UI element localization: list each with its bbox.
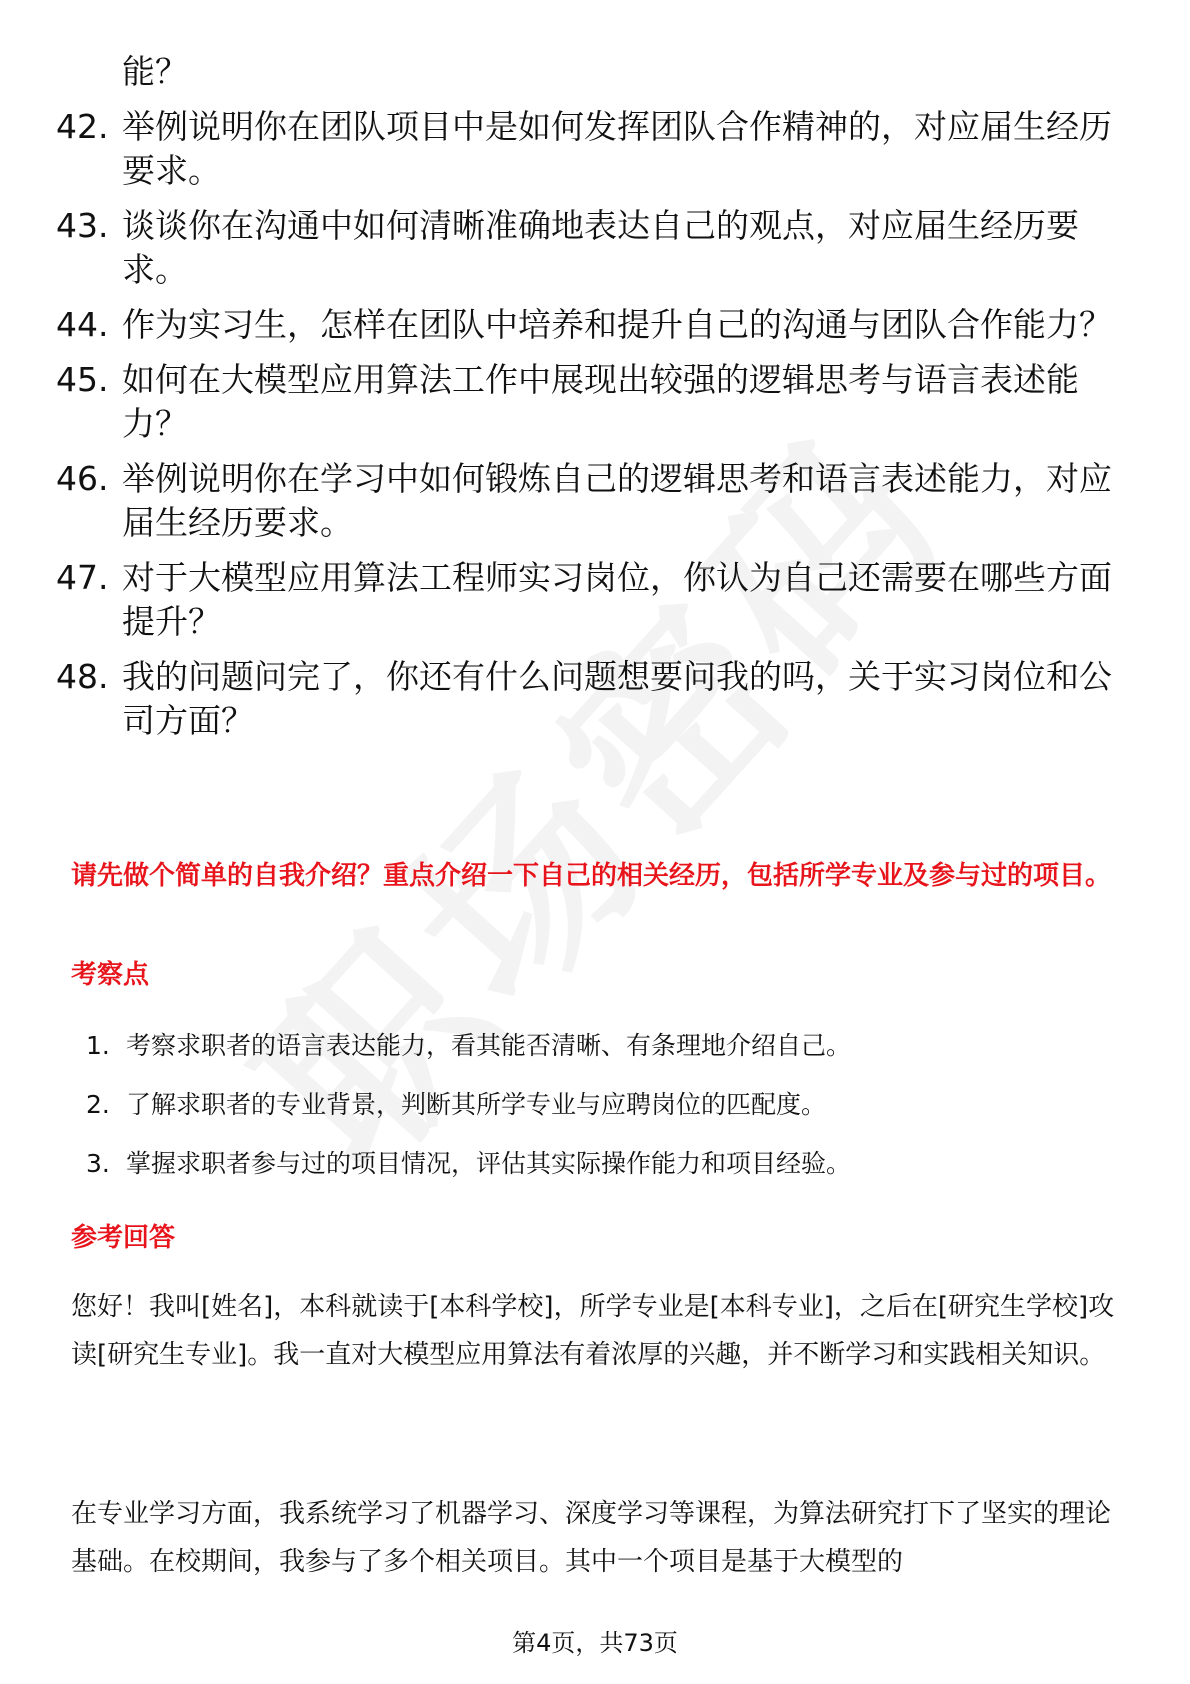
exam-points-list (86, 1028, 1126, 1205)
item-number: 45. (56, 360, 109, 399)
answer-paragraph: 在专业学习方面，我系统学习了机器学习、深度学习等课程，为算法研究打下了坚实的理论基础。在校期间，我参与了多个相关项目。其中一个项目是基于大模型的 (71, 1499, 1112, 1577)
item-text: 如何在大模型应用算法工作中展现出较强的逻辑思考与语言表述能力？ (122, 360, 1079, 443)
item-text: 作为实习生，怎样在团队中培养和提升自己的沟通与团队合作能力？ (122, 305, 1112, 344)
item-text: 掌握求职者参与过的项目情况，评估其实际操作能力和项目经验。 (126, 1149, 852, 1178)
item-text: 谈谈你在沟通中如何清晰准确地表达自己的观点，对应届生经历要求。 (122, 206, 1079, 289)
reference-answer-label: 参考回答 (71, 1223, 176, 1253)
list-item (56, 204, 1136, 292)
list-item (56, 303, 1136, 347)
page-footer: 第4页，共73页 (512, 1629, 678, 1657)
item-text: 我的问题问完了，你还有什么问题想要问我的吗，关于实习岗位和公司方面？ (122, 657, 1112, 740)
list-item (86, 1028, 1126, 1064)
item-number: 44. (56, 305, 109, 344)
item-number: 3. (86, 1149, 110, 1178)
item-text: 举例说明你在团队项目中是如何发挥团队合作精神的，对应届生经历要求。 (122, 107, 1112, 190)
list-item (56, 655, 1136, 743)
item-number: 1. (86, 1031, 110, 1060)
exam-points-label: 考察点 (71, 960, 150, 990)
list-item (56, 358, 1136, 446)
item-number: 2. (86, 1090, 110, 1119)
item-number: 46. (56, 459, 109, 498)
item-text: 举例说明你在学习中如何锻炼自己的逻辑思考和语言表述能力，对应届生经历要求。 (122, 459, 1112, 542)
answer-paragraph: 您好！我叫[姓名]，本科就读于[本科学校]，所学专业是[本科专业]，之后在[研究生学校]攻读[研究生专业]。我一直对大模型应用算法有着浓厚的兴趣，并不断学习和实践相关知识。 (71, 1292, 1115, 1370)
list-item (86, 1146, 1126, 1182)
item-number: 47. (56, 558, 109, 597)
item-text: 考察求职者的语言表达能力，看其能否清晰、有条理地介绍自己。 (126, 1031, 852, 1060)
continuation-text: 能？ (122, 52, 188, 91)
question-heading: 请先做个简单的自我介绍？重点介绍一下自己的相关经历，包括所学专业及参与过的项目。 (71, 861, 1112, 891)
list-item (56, 556, 1136, 644)
list-item (86, 1087, 1126, 1123)
item-text: 了解求职者的专业背景，判断其所学专业与应聘岗位的匹配度。 (126, 1090, 827, 1119)
item-number: 48. (56, 657, 109, 696)
item-number: 42. (56, 107, 109, 146)
question-list (56, 50, 1136, 754)
list-item (56, 457, 1136, 545)
item-text: 对于大模型应用算法工程师实习岗位，你认为自己还需要在哪些方面提升？ (122, 558, 1112, 641)
list-item (56, 105, 1136, 193)
item-number: 43. (56, 206, 109, 245)
